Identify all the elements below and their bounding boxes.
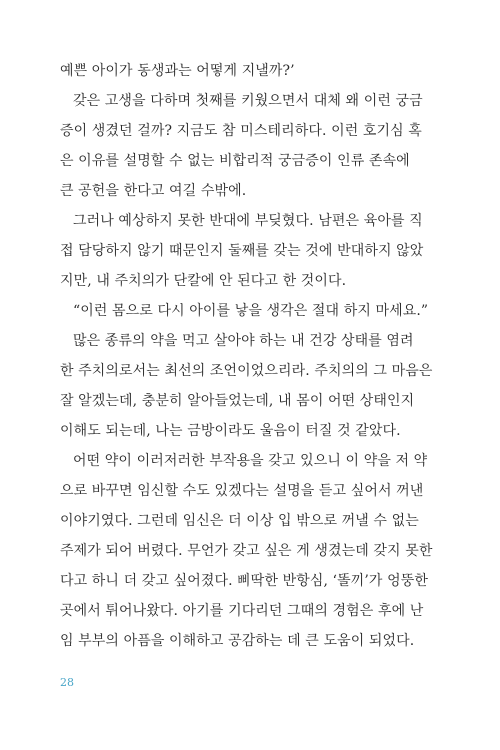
text-line: 주제가 되어 버렸다. 무언가 갖고 싶은 게 생겼는데 갖지 못한 <box>60 543 433 559</box>
paragraph-6 <box>60 446 440 656</box>
text-line: 곳에서 튀어나왔다. 아기를 기다리던 그때의 경험은 후에 난 <box>60 603 424 619</box>
text-line: 이야기였다. 그런데 임신은 더 이상 입 밖으로 꺼낼 수 없는 <box>60 513 419 529</box>
paragraph-5 <box>60 326 440 446</box>
body-text <box>60 56 440 656</box>
text-line: 많은 종류의 약을 먹고 살아야 하는 내 건강 상태를 염려 <box>73 333 414 349</box>
text-line: 예쁜 아이가 동생과는 어떻게 지낼까?’ <box>60 63 295 79</box>
text-line: “이런 몸으로 다시 아이를 낳을 생각은 절대 하지 마세요.” <box>73 303 429 319</box>
text-line: 큰 공헌을 한다고 여길 수밖에. <box>60 183 247 199</box>
paragraph-2 <box>60 86 440 206</box>
text-line: 한 주치의로서는 최선의 조언이었으리라. 주치의의 그 마음은 <box>60 363 433 379</box>
text-line: 잘 알겠는데, 충분히 알아들었는데, 내 몸이 어떤 상태인지 <box>60 393 415 409</box>
text-line: 이해도 되는데, 나는 금방이라도 울음이 터질 것 같았다. <box>60 423 401 439</box>
page-number: 28 <box>60 676 74 689</box>
text-line: 임 부부의 아픔을 이해하고 공감하는 데 큰 도움이 되었다. <box>60 633 415 649</box>
text-line: 증이 생겼던 걸까? 지금도 참 미스테리하다. 이런 호기심 혹 <box>60 123 422 139</box>
text-line: 은 이유를 설명할 수 없는 비합리적 궁금증이 인류 존속에 <box>60 153 410 169</box>
text-line: 어떤 약이 이러저러한 부작용을 갖고 있으니 이 약을 저 약 <box>73 453 428 469</box>
text-line: 다고 하니 더 갖고 싶어졌다. 삐딱한 반항심, ‘똘끼’가 엉뚱한 <box>60 573 428 589</box>
paragraph-3 <box>60 206 440 296</box>
text-line: 접 담당하지 않기 때문인지 둘째를 갖는 것에 반대하지 않았 <box>60 243 424 259</box>
paragraph-4 <box>60 296 440 326</box>
text-line: 그러나 예상하지 못한 반대에 부딪혔다. 남편은 육아를 직 <box>73 213 423 229</box>
paragraph-1 <box>60 56 440 86</box>
text-line: 갖은 고생을 다하며 첫째를 키웠으면서 대체 왜 이런 궁금 <box>73 93 423 109</box>
text-line: 으로 바꾸면 임신할 수도 있겠다는 설명을 듣고 싶어서 꺼낸 <box>60 483 424 499</box>
text-line: 지만, 내 주치의가 단칼에 안 된다고 한 것이다. <box>60 273 347 289</box>
